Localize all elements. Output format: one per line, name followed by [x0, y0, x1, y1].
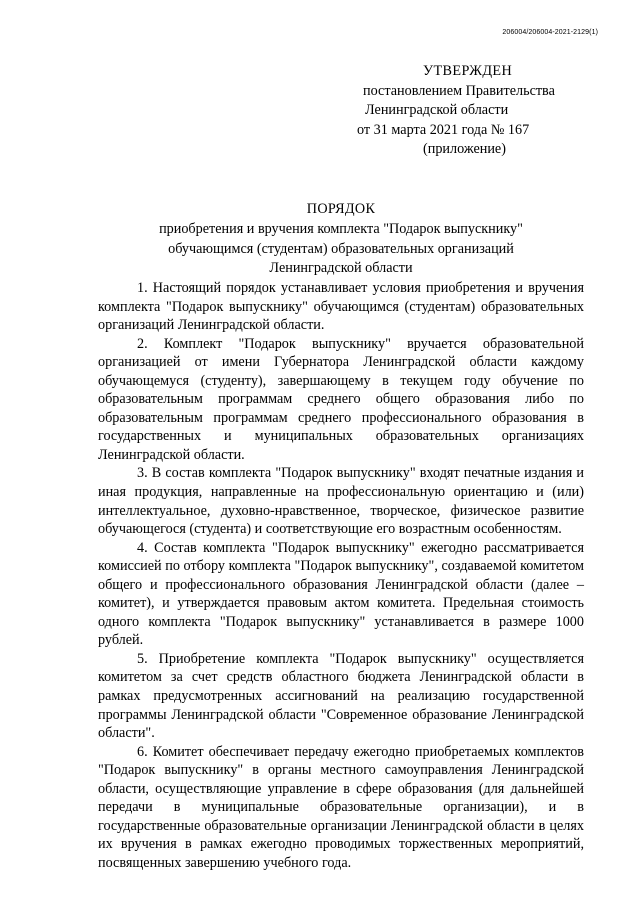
- paragraph-1: 1. Настоящий порядок устанавливает условия приобретения и вручения комплекта "Подарок выпускнику" обучающимся (студентам) образовательных организаций Ленинградской области.: [98, 280, 584, 334]
- approval-title: УТВЕРЖДЕН: [423, 63, 513, 79]
- document-heading: [98, 200, 584, 278]
- document-id: 206004/206004-2021-2129(1): [502, 29, 598, 36]
- document-subtitle-line-3: Ленинградской области: [269, 259, 413, 276]
- paragraph-6: 6. Комитет обеспечивает передачу ежегодно приобретаемых комплектов "Подарок выпускнику" в органы местного самоуправления Ленинградской области, осуществляющие управление в сфере образования (для дальнейшей передачи в муниципальные образовательные организации), и в государственные образовательные организации Ленинградской области в целях их вручения в рамках ежегодно проводимых торжественных мероприятий, посвященных завершению учебного года.: [98, 743, 584, 871]
- paragraph-3: 3. В состав комплекта "Подарок выпускнику" входят печатные издания и иная продукция, направленные на профессиональную ориентацию и (или) интеллектуальное, духовно-нравственное, творческое, физическое развитие обучающегося (студента) и соответствующие его возрастным особенностям.: [98, 465, 584, 538]
- approval-line-region: Ленинградской области: [365, 102, 509, 118]
- paragraph-2: 2. Комплект "Подарок выпускнику" вручается образовательной организацией от имени Губернатора Ленинградской области каждому обучающемуся (студенту), завершающему в текущем году обучение по образовательным программам среднего общего образования либо по образовательным программам среднего профессионального образования в государственных и муниципальных образовательных организациях Ленинградской области.: [98, 335, 584, 463]
- paragraph-5: 5. Приобретение комплекта "Подарок выпускнику" осуществляется комитетом за счет средств областного бюджета Ленинградской области в рамках предусмотренных ассигнований на реализацию государственной программы Ленинградской области "Современное образование Ленинградской области".: [98, 650, 584, 742]
- paragraph-4: 4. Состав комплекта "Подарок выпускнику" ежегодно рассматривается комиссией по отбору комплекта "Подарок выпускнику", создаваемой комитетом общего и профессионального образования Ленинградской области (далее – комитет), и утверждается правовым актом комитета. Предельная стоимость одного комплекта "Подарок выпускнику" устанавливается в размере 1000 рублей.: [98, 539, 584, 649]
- approval-line-date: от 31 марта 2021 года № 167: [357, 121, 530, 138]
- document-subtitle-line-1: приобретения и вручения комплекта "Подарок выпускнику": [159, 221, 523, 238]
- document-body: [98, 279, 584, 873]
- approval-block: [357, 62, 597, 160]
- document-title: ПОРЯДОК: [306, 201, 376, 217]
- document-subtitle-line-2: обучающимся (студентам) образовательных организаций: [168, 240, 514, 257]
- approval-line-appendix: (приложение): [423, 141, 506, 157]
- approval-line-resolution: постановлением Правительства: [363, 82, 555, 99]
